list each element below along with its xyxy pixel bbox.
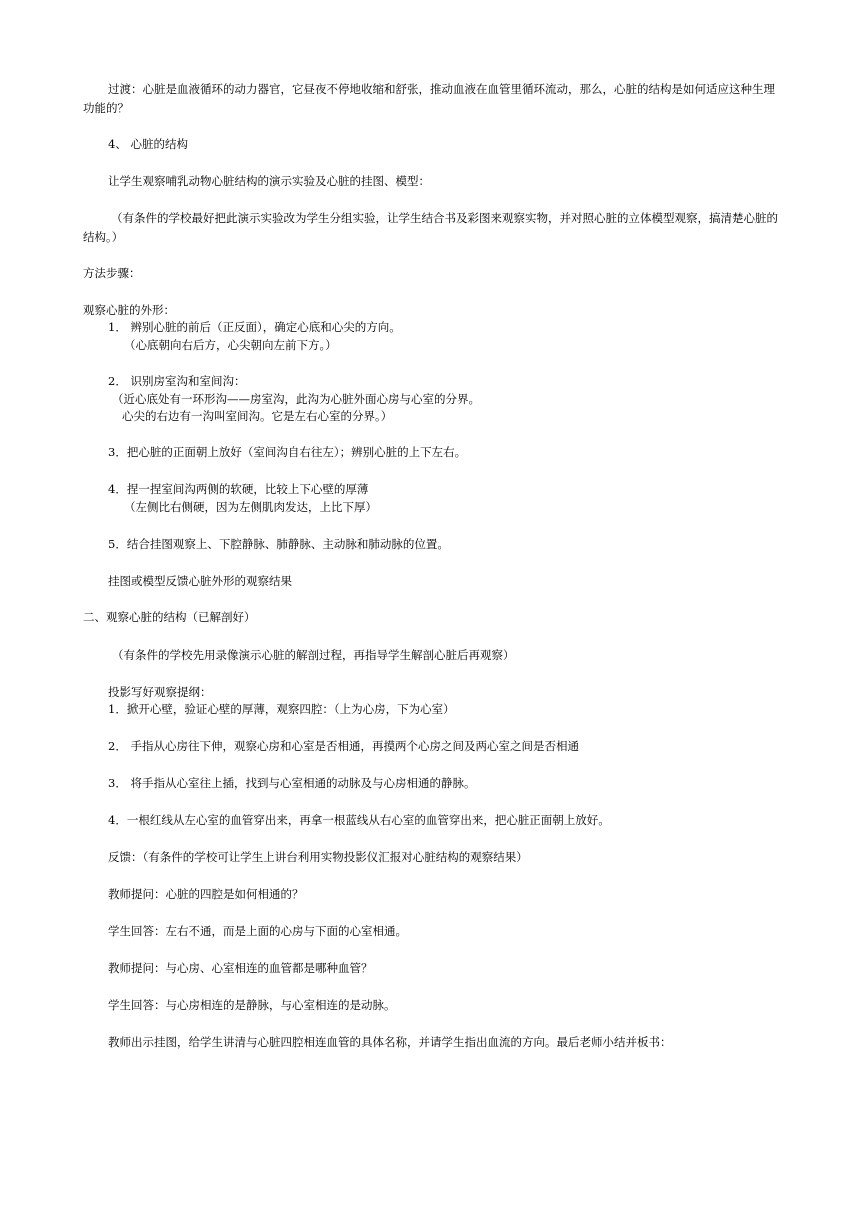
transition-paragraph: 过渡：心脏是血液循环的动力器官，它昼夜不停地收缩和舒张，推动血液在血管里循环流动，那么，心脏的结构是如何适应这种生理功能的？: [83, 82, 775, 115]
section-heading: 4、 心脏的结构: [108, 137, 188, 151]
group-experiment-note: （有条件的学校最好把此演示实验改为学生分组实验，让学生结合书及彩图来观察实物，并对照心脏的立体模型观察，搞清楚心脏的结构。）: [83, 211, 778, 244]
teacher-question-1: 教师提问：心脏的四腔是如何相通的？: [108, 887, 304, 901]
student-answer-2: 学生回答：与心房相连的是静脉，与心室相连的是动脉。: [108, 998, 396, 1012]
outline-heading: 投影写好观察提纲：: [108, 685, 212, 699]
outer-step-5: 5．结合挂图观察上、下腔静脉、肺静脉、主动脉和肺动脉的位置。: [108, 537, 449, 551]
method-steps-label: 方法步骤：: [83, 266, 141, 280]
outer-step-3: 3．把心脏的正面朝上放好（室间沟自右往左）；辨别心脏的上下左右。: [108, 445, 467, 459]
inner-step-1: 1．掀开心壁，验证心壁的厚薄，观察四腔：（上为心房，下为心室）: [108, 702, 455, 716]
part-two-note: （有条件的学校先用录像演示心脏的解剖过程，再指导学生解剖心脏后再观察）: [112, 648, 515, 662]
outer-step-2-note-b: 心尖的右边有一沟叫室间沟。它是左右心室的分界。）: [122, 409, 393, 423]
student-answer-1: 学生回答：左右不通，而是上面的心房与下面的心室相通。: [108, 924, 407, 938]
inner-step-3: 3． 将手指从心室往上插，找到与心室相通的动脉及与心房相通的静脉。: [108, 776, 476, 790]
observe-intro: 让学生观察哺乳动物心脏结构的演示实验及心脏的挂图、模型：: [108, 174, 430, 188]
part-two-heading: 二、观察心脏的结构（已解剖好）: [83, 610, 256, 624]
teacher-question-2: 教师提问：与心房、心室相连的血管都是哪种血管？: [108, 961, 373, 975]
feedback-line: 反馈：（有条件的学校可让学生上讲台利用实物投影仪汇报对心脏结构的观察结果）: [108, 850, 528, 864]
outer-step-2: 2． 识别房室沟和室间沟：: [108, 374, 246, 388]
outer-step-1: 1． 辨别心脏的前后（正反面），确定心底和心尖的方向。: [108, 320, 401, 334]
outer-step-1-note: （心底朝向右后方，心尖朝向左前下方。）: [124, 338, 337, 352]
closing-paragraph: 教师出示挂图，给学生讲清与心脏四腔相连血管的具体名称，并请学生指出血流的方向。最后老师小结并板书：: [108, 1035, 672, 1049]
inner-step-4: 4．一根红线从左心室的血管穿出来，再拿一根蓝线从右心室的血管穿出来，把心脏正面朝上放好。: [108, 813, 610, 827]
inner-step-2: 2． 手指从心房往下伸，观察心房和心室是否相通，再摸两个心房之间及两心室之间是否相通: [108, 739, 579, 753]
outer-step-4: 4．捏一捏室间沟两侧的软硬，比较上下心壁的厚薄: [108, 482, 369, 496]
outer-step-4-note: （左侧比右侧硬，因为左侧肌肉发达，上比下厚）: [124, 500, 377, 514]
outer-feedback: 挂图或模型反馈心脏外形的观察结果: [108, 574, 292, 588]
outer-step-2-note-a: （近心底处有一环形沟——房室沟，此沟为心脏外面心房与心室的分界。: [112, 392, 480, 406]
outer-shape-heading: 观察心脏的外形：: [83, 303, 175, 317]
